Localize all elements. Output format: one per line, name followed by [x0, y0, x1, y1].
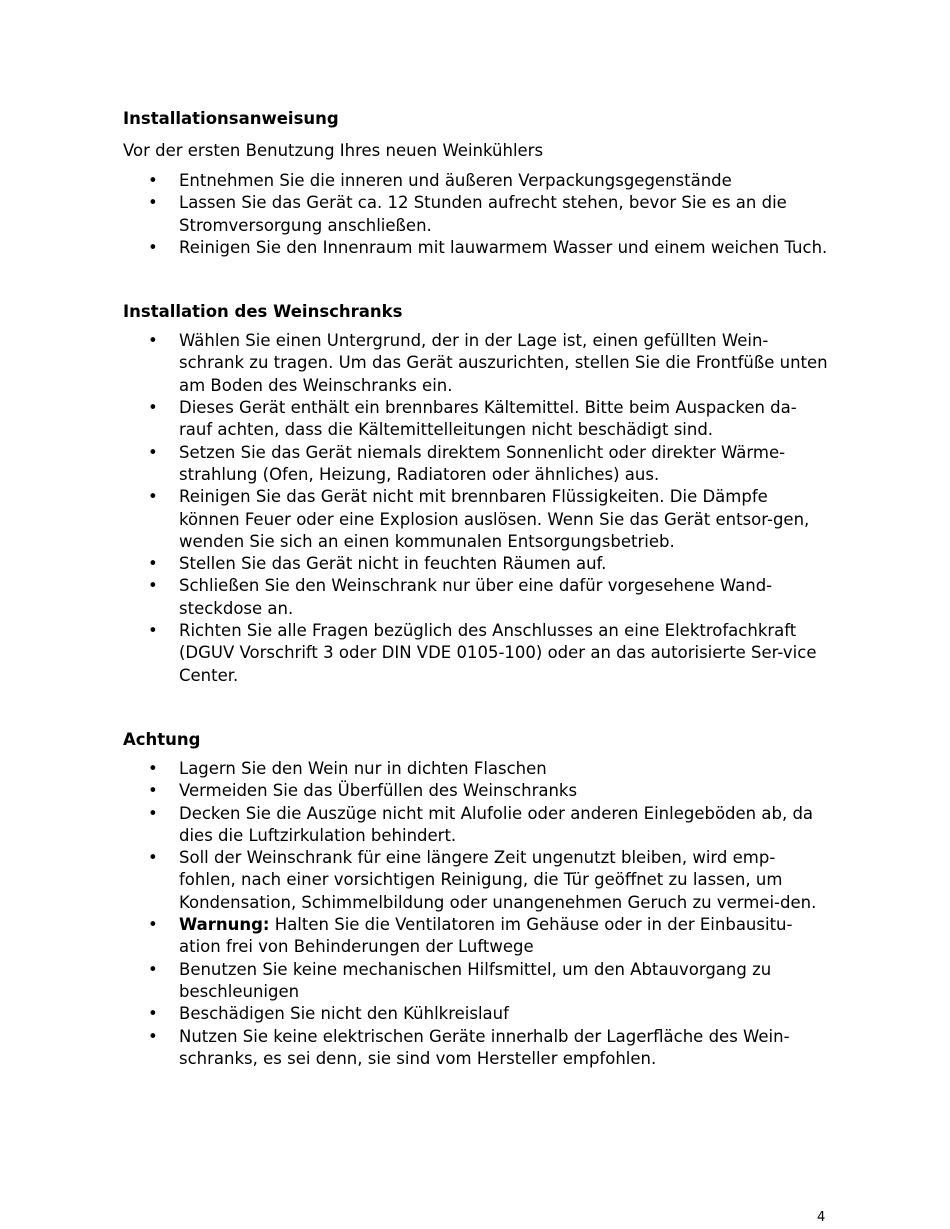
bullet-icon: •: [148, 487, 158, 507]
list-item: [123, 553, 828, 575]
list-item-text: Soll der Weinschrank für eine längere Zeit ungenutzt bleiben, wird emp-fohlen, nach einer vorsichtigen Reinigung, die Tür geöffnet zu lassen, um Kondensation, Schimmelbildung oder unangenehmen Geruch zu vermei-den.: [179, 848, 817, 912]
bullet-icon: •: [148, 398, 158, 418]
list-item-text: Entnehmen Sie die inneren und äußeren Verpackungsgegenstände: [179, 171, 732, 190]
list-item: [123, 914, 828, 959]
list-item-text: Setzen Sie das Gerät niemals direktem Sonnenlicht oder direkter Wärme-strahlung (Ofen, Heizung, Radiatoren oder ähnliches) aus.: [179, 442, 786, 484]
list-item: [123, 575, 828, 620]
list-item-text: Lagern Sie den Wein nur in dichten Flaschen: [179, 758, 547, 778]
section-installationsanweisung: [123, 108, 828, 259]
list-item-text: Benutzen Sie keine mechanischen Hilfsmittel, um den Abtauvorgang zu beschleunigen: [179, 959, 772, 1001]
list-item: [123, 847, 828, 914]
list-item-text: Reinigen Sie den Innenraum mit lauwarmem Wasser und einem weichen Tuch.: [179, 237, 828, 257]
list-item: [123, 1026, 828, 1071]
list-item: [123, 442, 828, 487]
list-item-text: Richten Sie alle Fragen bezüglich des Anschlusses an eine Elektrofachkraft (DGUV Vorschrift 3 oder DIN VDE 0105-100) oder an das autorisierte Ser-vice Center.: [179, 621, 817, 685]
list-item: [123, 397, 828, 442]
section-heading: Installation des Weinschranks: [123, 302, 403, 322]
list-item: [123, 620, 828, 687]
list-item-text: Vermeiden Sie das Überfüllen des Weinschranks: [179, 781, 578, 801]
bullet-icon: •: [148, 1004, 158, 1024]
bullet-icon: •: [148, 442, 158, 462]
page-number: 4: [817, 1210, 826, 1225]
bullet-icon: •: [148, 554, 158, 574]
bullet-icon: •: [148, 1026, 158, 1046]
list-item-text: Schließen Sie den Weinschrank nur über eine dafür vorgesehene Wand-steckdose an.: [179, 576, 773, 618]
section-heading: Installationsanweisung: [123, 109, 339, 128]
section-installation-weinschrank: [123, 301, 828, 687]
list-item-lead: Warnung:: [179, 915, 270, 935]
bullet-list: [123, 330, 828, 687]
bullet-icon: •: [148, 959, 158, 979]
list-item: [123, 330, 828, 397]
list-item-text: Reinigen Sie das Gerät nicht mit brennbaren Flüssigkeiten. Die Dämpfe können Feuer oder eine Explosion auslösen. Wenn Sie das Gerät entsor-gen, wenden Sie sich an einen kommunalen Entsorgungsbetrieb.: [179, 487, 810, 551]
list-item-text: Decken Sie die Auszüge nicht mit Alufolie oder anderen Einlegeböden ab, da dies die Luftzirkulation behindert.: [179, 803, 814, 845]
bullet-icon: •: [148, 621, 158, 641]
bullet-list: [123, 170, 828, 259]
list-item: [123, 170, 828, 192]
bullet-list: [123, 758, 828, 1070]
list-item-text: Lassen Sie das Gerät ca. 12 Stunden aufrecht stehen, bevor Sie es an die Stromversorgung anschließen.: [179, 193, 787, 235]
list-item: [123, 959, 828, 1004]
bullet-icon: •: [148, 331, 158, 351]
section-intro: Vor der ersten Benutzung Ihres neuen Weinkühlers: [123, 141, 544, 160]
section-achtung: [123, 729, 828, 1070]
list-item-text: Dieses Gerät enthält ein brennbares Kältemittel. Bitte beim Auspacken da-rauf achten, dass die Kältemittelleitungen nicht beschädigt sind.: [179, 398, 797, 440]
list-item: [123, 780, 828, 802]
list-item: [123, 237, 828, 259]
list-item-text: Wählen Sie einen Untergrund, der in der Lage ist, einen gefüllten Wein-schrank zu tragen. Um das Gerät auszurichten, stellen Sie die Frontfüße unten am Boden des Weinschranks ein.: [179, 331, 828, 395]
list-item: [123, 192, 828, 237]
list-item-text: Stellen Sie das Gerät nicht in feuchten Räumen auf.: [179, 554, 607, 574]
bullet-icon: •: [148, 915, 158, 935]
bullet-icon: •: [148, 576, 158, 596]
bullet-icon: •: [148, 193, 158, 213]
document-page: [123, 108, 828, 1070]
list-item-text: Beschädigen Sie nicht den Kühlkreislauf: [179, 1004, 509, 1024]
list-item: [123, 803, 828, 848]
bullet-icon: •: [148, 781, 158, 801]
list-item: [123, 758, 828, 780]
bullet-icon: •: [148, 848, 158, 868]
bullet-icon: •: [148, 758, 158, 778]
bullet-icon: •: [148, 237, 158, 257]
list-item-text: Halten Sie die Ventilatoren im Gehäuse oder in der Einbausitu-ation frei von Behinderungen der Luftwege: [179, 915, 793, 957]
list-item: [123, 486, 828, 553]
list-item: [123, 1003, 828, 1025]
list-item-text: Nutzen Sie keine elektrischen Geräte innerhalb der Lagerfläche des Wein-schranks, es sei denn, sie sind vom Hersteller empfohlen.: [179, 1026, 790, 1068]
bullet-icon: •: [148, 803, 158, 823]
bullet-icon: •: [148, 171, 158, 190]
section-heading: Achtung: [123, 729, 201, 749]
